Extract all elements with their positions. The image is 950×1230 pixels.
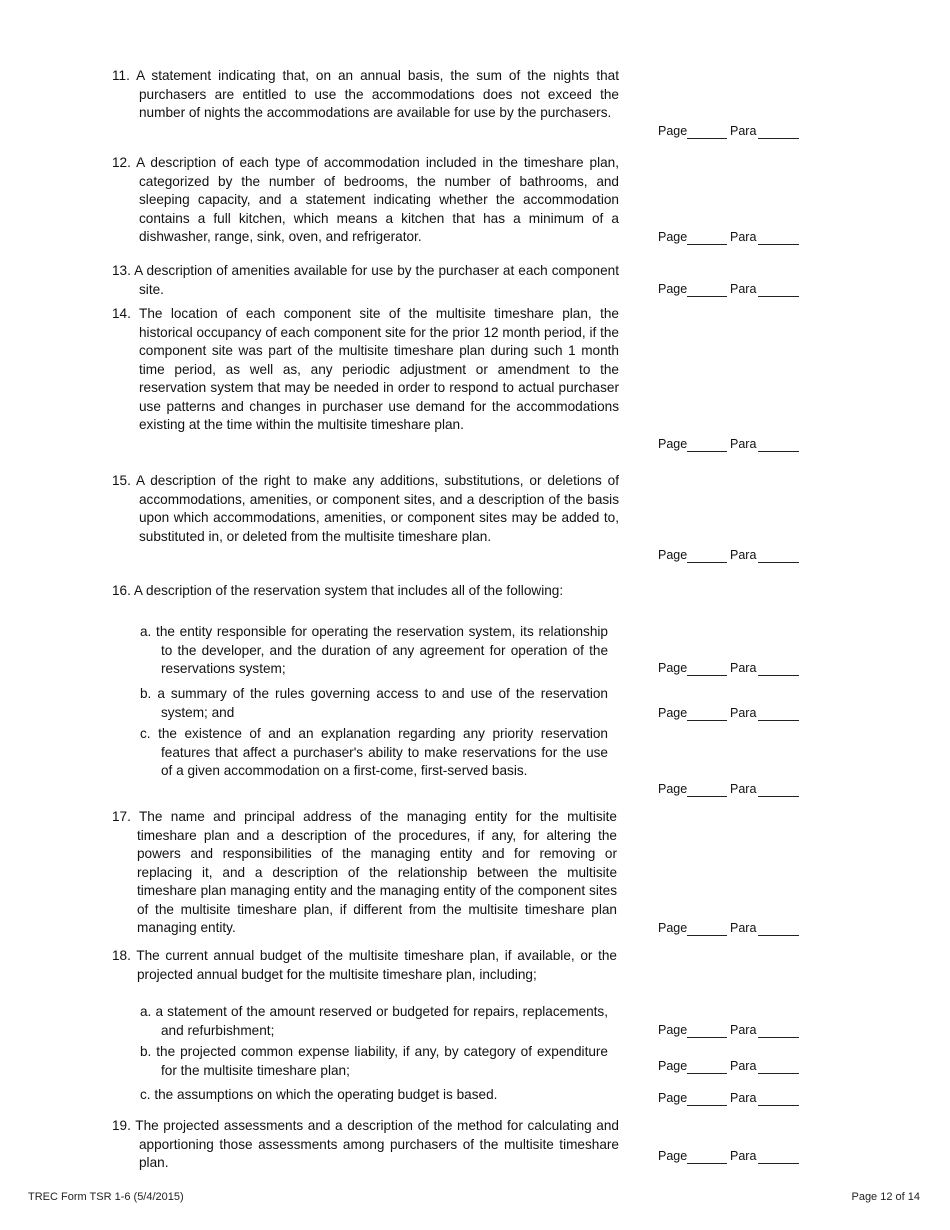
page-blank[interactable] <box>687 1073 727 1074</box>
page-label: Page <box>658 921 688 935</box>
ref-item-17 <box>658 920 803 938</box>
item-16a: a. the entity responsible for operating the reservation system, its relationship to the developer, and the duration of any agreement for operation of the reservations system; <box>140 624 608 676</box>
item-13: 13. A description of amenities available for use by the purchaser at each component site. <box>112 263 619 297</box>
item-18b: b. the projected common expense liability, if any, by category of expenditure for the multisite timeshare plan; <box>140 1044 608 1078</box>
ref-item-16c <box>658 781 803 799</box>
ref-item-15 <box>658 547 803 565</box>
page-blank[interactable] <box>687 562 727 563</box>
page-label: Page <box>658 706 688 720</box>
page-number: Page 12 of 14 <box>851 1191 920 1203</box>
item-16b: b. a summary of the rules governing access to and use of the reservation system; and <box>140 686 608 720</box>
ref-item-12 <box>658 229 803 247</box>
para-label: Para <box>730 1149 757 1163</box>
page-label: Page <box>658 1091 688 1105</box>
para-label: Para <box>730 706 757 720</box>
para-label: Para <box>730 548 757 562</box>
page-blank[interactable] <box>687 796 727 797</box>
para-blank[interactable] <box>758 675 799 676</box>
page-label: Page <box>658 782 688 796</box>
item-18a: a. a statement of the amount reserved or budgeted for repairs, replacements, and refurbishment; <box>140 1004 608 1038</box>
item-15: 15. A description of the right to make any additions, substitutions, or deletions of accommodations, amenities, or component sites, and a description of the basis upon which accommodations, amenities, or component sites may be added to, substituted in, or deleted from the multisite timeshare plan. <box>112 473 619 544</box>
item-11: 11. A statement indicating that, on an annual basis, the sum of the nights that purchasers are entitled to use the accommodations does not exceed the number of nights the accommodations are available for use by the purchasers. <box>112 68 619 120</box>
page-label: Page <box>658 548 688 562</box>
para-blank[interactable] <box>758 138 799 139</box>
para-blank[interactable] <box>758 1163 799 1164</box>
ref-item-18c <box>658 1090 803 1108</box>
para-blank[interactable] <box>758 1073 799 1074</box>
ref-item-13 <box>658 281 803 299</box>
page-blank[interactable] <box>687 451 727 452</box>
item-17: 17. The name and principal address of the managing entity for the multisite timeshare plan and a description of the procedures, if any, for altering the powers and responsibilities of the managing entity and for removing or replacing it, and a description of the relationship between the multisite timeshare plan managing entity and the managing entity of the component sites of the multisite timeshare plan, if different from the multisite timeshare plan managing entity. <box>112 809 617 935</box>
item-18c: c. the assumptions on which the operating budget is based. <box>140 1087 498 1102</box>
form-id: TREC Form TSR 1-6 (5/4/2015) <box>28 1191 184 1203</box>
para-label: Para <box>730 782 757 796</box>
page-label: Page <box>658 282 688 296</box>
page-label: Page <box>658 1149 688 1163</box>
page-blank[interactable] <box>687 935 727 936</box>
page-blank[interactable] <box>687 1105 727 1106</box>
ref-item-18b <box>658 1058 803 1076</box>
para-blank[interactable] <box>758 244 799 245</box>
page-blank[interactable] <box>687 1163 727 1164</box>
para-blank[interactable] <box>758 935 799 936</box>
ref-item-11 <box>658 123 803 141</box>
page-label: Page <box>658 437 688 451</box>
item-16c: c. the existence of and an explanation regarding any priority reservation features that affect a purchaser's ability to make reservations for the use of a given accommodation on a first-come, first-served basis. <box>140 726 608 778</box>
para-blank[interactable] <box>758 1105 799 1106</box>
para-blank[interactable] <box>758 796 799 797</box>
page-blank[interactable] <box>687 1037 727 1038</box>
para-blank[interactable] <box>758 296 799 297</box>
para-blank[interactable] <box>758 451 799 452</box>
item-18: 18. The current annual budget of the multisite timeshare plan, if available, or the projected annual budget for the multisite timeshare plan, including; <box>112 948 617 982</box>
page-label: Page <box>658 124 688 138</box>
para-label: Para <box>730 230 757 244</box>
page-blank[interactable] <box>687 296 727 297</box>
item-16: 16. A description of the reservation system that includes all of the following: <box>112 583 564 598</box>
ref-item-16b <box>658 705 803 723</box>
para-label: Para <box>730 437 757 451</box>
para-label: Para <box>730 661 757 675</box>
page-blank[interactable] <box>687 675 727 676</box>
item-12: 12. A description of each type of accommodation included in the timeshare plan, categorized by the number of bedrooms, the number of bathrooms, and sleeping capacity, and a statement indicating whether the accommodation contains a full kitchen, which means a kitchen that has a minimum of a dishwasher, range, sink, oven, and refrigerator. <box>112 155 619 244</box>
page-blank[interactable] <box>687 720 727 721</box>
ref-item-18a <box>658 1022 803 1040</box>
item-14: 14. The location of each component site of the multisite timeshare plan, the historical occupancy of each component site for the prior 12 month period, if the component site was part of the multisite timeshare plan during such 1 month time period, as well as, any periodic adjustment or amendment to the reservation system that may be needed in order to respond to actual purchaser use patterns and changes in purchaser use demand for the accommodations existing at the time within the multisite timeshare plan. <box>112 306 619 432</box>
para-label: Para <box>730 124 757 138</box>
page-label: Page <box>658 1023 688 1037</box>
item-19: 19. The projected assessments and a description of the method for calculating and apportioning those assessments among purchasers of the multisite timeshare plan. <box>112 1118 619 1170</box>
page-label: Page <box>658 661 688 675</box>
para-blank[interactable] <box>758 720 799 721</box>
para-blank[interactable] <box>758 1037 799 1038</box>
page-label: Page <box>658 1059 688 1073</box>
para-blank[interactable] <box>758 562 799 563</box>
page-blank[interactable] <box>687 244 727 245</box>
page-label: Page <box>658 230 688 244</box>
para-label: Para <box>730 921 757 935</box>
ref-item-19 <box>658 1148 803 1166</box>
page-blank[interactable] <box>687 138 727 139</box>
para-label: Para <box>730 282 757 296</box>
para-label: Para <box>730 1023 757 1037</box>
ref-item-16a <box>658 660 803 678</box>
para-label: Para <box>730 1059 757 1073</box>
ref-item-14 <box>658 436 803 454</box>
para-label: Para <box>730 1091 757 1105</box>
